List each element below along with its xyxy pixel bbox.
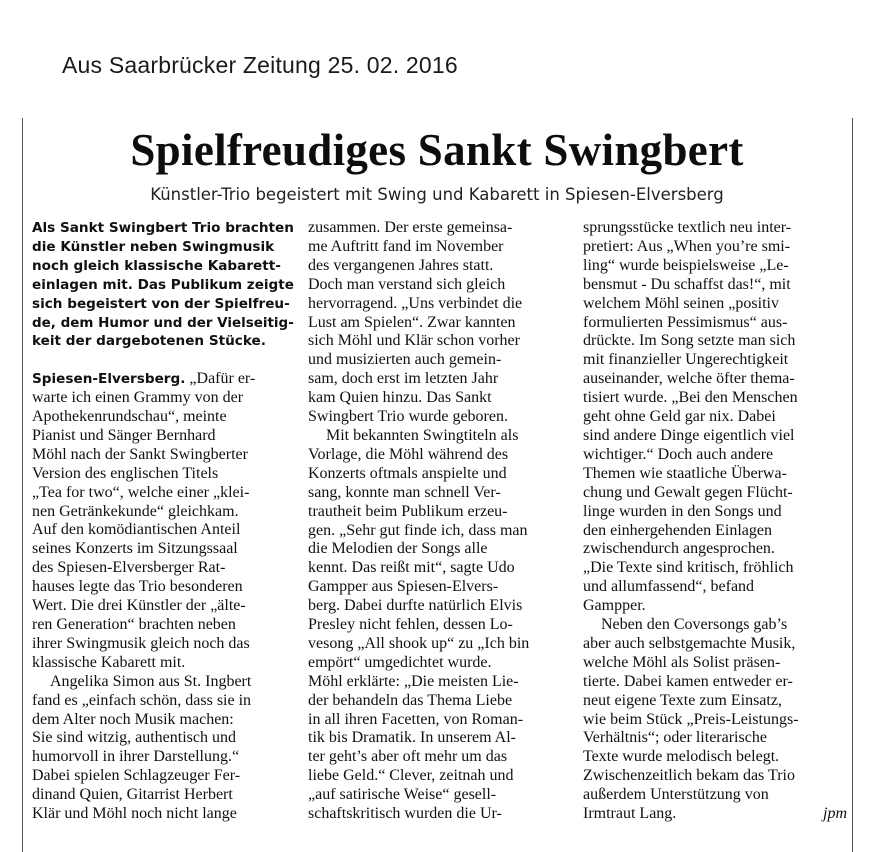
text-line: chung und Gewalt gegen Flücht- <box>583 483 793 501</box>
text-line: Möhl erklärte: „Die meisten Lie- <box>308 672 519 690</box>
text-line: Spiesen-Elversberg. „Dafür er- <box>32 370 256 388</box>
text-line: kennt. Das reißt mit“, sagte Udo <box>308 559 515 577</box>
text-line: Themen wie staatliche Überwa- <box>583 464 787 482</box>
source-line: Aus Saarbrücker Zeitung 25. 02. 2016 <box>62 52 458 78</box>
text-line: hervorragend. „Uns verbindet die <box>308 294 523 312</box>
text-line: vesong „All shook up“ zu „Ich bin <box>308 634 530 652</box>
text-line: Doch man verstand sich gleich <box>308 275 506 293</box>
text-line: der behandeln das Thema Liebe <box>308 691 513 709</box>
text-line: wichtiger.“ Doch auch andere <box>583 445 774 463</box>
lead-paragraph <box>32 219 294 351</box>
text-line: Sie sind witzig, authentisch und <box>32 729 236 747</box>
text-line: sich Möhl und Klär schon vorher <box>308 332 520 350</box>
text-line: drückte. Im Song setzte man sich <box>583 332 796 350</box>
text-line: sind andere Dinge eigentlich viel <box>583 426 795 444</box>
text-line: welchem Möhl seinen „positiv <box>583 294 779 312</box>
text-line: Apothekenrundschau“, meinte <box>32 408 227 426</box>
text-line: schaftskritisch wurden die Ur- <box>308 805 502 823</box>
subheadline: Künstler-Trio begeistert mit Swing und Kabarett in Spiesen-Elversberg <box>150 185 724 204</box>
text-line: Auf den komödiantischen Anteil <box>32 521 241 539</box>
text-line: wie beim Stück „Preis-Leistungs- <box>583 710 799 728</box>
text-line: „auf satirische Weise“ gesell- <box>308 786 497 804</box>
text-line: Dabei spielen Schlagzeuger Fer- <box>32 767 241 785</box>
text-line: kam Quien hinzu. Das Sankt <box>308 389 492 407</box>
text-line: Gampper. <box>583 597 646 615</box>
text-line: zwischendurch angesprochen. <box>583 540 775 558</box>
text-line: klassische Kabarett mit. <box>32 653 186 671</box>
body-paragraph <box>32 370 294 673</box>
text-line: zusammen. Der erste gemeinsa- <box>308 219 513 236</box>
text-line: Klär und Möhl noch nicht lange <box>32 805 237 823</box>
text-line: ter geht’s aber oft mehr um das <box>308 748 508 766</box>
text-line: auseinander, welche öfter thema- <box>583 370 795 388</box>
text-line: Lust am Spielen“. Zwar kannten <box>308 313 516 331</box>
text-line: pretiert: Aus „When you’re smi- <box>583 237 791 255</box>
dateline: Spiesen-Elversberg. <box>32 371 186 388</box>
text-line: Konzerts oftmals anspielte und <box>308 464 507 482</box>
text-line: tierte. Dabei kamen entweder er- <box>583 672 793 690</box>
text-line: ren Generation“ brachten neben <box>32 616 236 634</box>
text-line: Gampper aus Spiesen-Elvers- <box>308 578 499 596</box>
text-line: außerdem Unterstützung von <box>583 786 769 804</box>
text-line: trautheit beim Publikum erzeu- <box>308 502 508 520</box>
text-line: welche Möhl als Solist präsen- <box>583 653 781 671</box>
text-line: liebe Geld.“ Clever, zeitnah und <box>308 767 514 785</box>
text-line: Vorlage, die Möhl während des <box>308 445 509 463</box>
text-line: Swingbert Trio wurde geboren. <box>308 408 508 426</box>
text-line: me Auftritt fand im November <box>308 237 504 255</box>
text-line: noch gleich klassische Kabarett- <box>32 257 281 274</box>
text-line: Verhältnis“; oder literarische <box>583 729 767 747</box>
text-line: neut eigene Texte zum Einsatz, <box>583 691 782 709</box>
text-line: einlagen mit. Das Publikum zeigte <box>32 276 294 293</box>
text-line: sang, konnte man schnell Ver- <box>308 483 501 501</box>
body-paragraph <box>308 427 570 824</box>
text-line: Angelika Simon aus St. Ingbert <box>50 672 252 690</box>
text-line: Zwischenzeitlich bekam das Trio <box>583 767 795 785</box>
article-column-3 <box>583 219 847 824</box>
text-line: ihrer Swingmusik gleich noch das <box>32 634 250 652</box>
body-paragraph <box>583 616 847 824</box>
text-line: gen. „Sehr gut finde ich, dass man <box>308 521 528 539</box>
text-line: mit finanzieller Ungerechtigkeit <box>583 351 789 369</box>
text-line: tik bis Dramatik. In unserem Al- <box>308 729 516 747</box>
text-line: linge wurden in den Songs und <box>583 502 782 520</box>
body-paragraph <box>32 673 294 824</box>
body-paragraph <box>583 219 847 616</box>
article-column-2 <box>308 219 570 824</box>
text-line: dinand Quien, Gitarrist Herbert <box>32 786 233 804</box>
text-line: keit der dargebotenen Stücke. <box>32 333 266 350</box>
text-line: warte ich einen Grammy von der <box>32 389 244 407</box>
text-line: „Tea for two“, welche einer „klei- <box>32 483 250 501</box>
text-line: tisiert wurde. „Bei den Menschen <box>583 389 798 407</box>
text-line: die Melodien der Songs alle <box>308 540 488 558</box>
text-line: ling“ wurde beispielsweise „Le- <box>583 256 789 274</box>
text-line: und musizierten auch gemein- <box>308 351 502 369</box>
text-line: Möhl nach der Sankt Swingberter <box>32 445 248 463</box>
text-line: Pianist und Sänger Bernhard <box>32 426 216 444</box>
body-paragraph <box>308 219 570 427</box>
text-line: sprungsstücke textlich neu inter- <box>583 219 792 236</box>
text-line: seines Konzerts im Sitzungssaal <box>32 540 238 558</box>
text-line: Wert. Die drei Künstler der „älte- <box>32 597 246 615</box>
text-line: die Künstler neben Swingmusik <box>32 238 275 255</box>
headline: Spielfreudiges Sankt Swingbert <box>130 125 744 175</box>
text-line: formulierten Pessimismus“ aus- <box>583 313 788 331</box>
text-line: sich begeistert von der Spielfreu- <box>32 295 290 312</box>
text-line: empört“ umgedichtet wurde. <box>308 653 492 671</box>
column-rule-right <box>852 118 853 852</box>
text-line: Irmtraut Lang. jpm <box>583 805 847 823</box>
text-line: Mit bekannten Swingtiteln als <box>326 426 519 444</box>
text-line: dem Alter noch Musik machen: <box>32 710 234 728</box>
text-line: humorvoll in ihrer Darstellung.“ <box>32 748 240 766</box>
text-line: fand es „einfach schön, dass sie in <box>32 691 252 709</box>
text-line: und allumfassend“, befand <box>583 578 755 596</box>
text-line: sam, doch erst im letzten Jahr <box>308 370 499 388</box>
text-line: hauses legte das Trio besonderen <box>32 578 243 596</box>
text-line: des Spiesen-Elversberger Rat- <box>32 559 226 577</box>
author-initials: jpm <box>823 805 847 823</box>
column-rule-left <box>22 118 23 852</box>
text-line: Neben den Coversongs gab’s <box>601 616 788 634</box>
text-line: des vergangenen Jahres statt. <box>308 256 494 274</box>
text-line: de, dem Humor und der Vielseitig- <box>32 314 294 331</box>
text-line: Version des englischen Titels <box>32 464 219 482</box>
article-column-1 <box>32 219 294 824</box>
text-line: aber auch selbstgemachte Musik, <box>583 634 796 652</box>
text-line: in all ihren Facetten, von Roman- <box>308 710 524 728</box>
text-line: „Die Texte sind kritisch, fröhlich <box>583 559 794 577</box>
text-line: nen Getränkekunde“ gleichkam. <box>32 502 239 520</box>
text-line: Presley nicht fehlen, dessen Lo- <box>308 616 513 634</box>
text-line: den einhergehenden Einlagen <box>583 521 772 539</box>
text-line: bensmut - Du schaffst das!“, mit <box>583 275 791 293</box>
text-line: Texte wurde melodisch belegt. <box>583 748 780 766</box>
text-line: berg. Dabei durfte natürlich Elvis <box>308 597 523 615</box>
text-line: geht ohne Geld gar nix. Dabei <box>583 408 776 426</box>
text-line: Als Sankt Swingbert Trio brachten <box>32 220 294 236</box>
